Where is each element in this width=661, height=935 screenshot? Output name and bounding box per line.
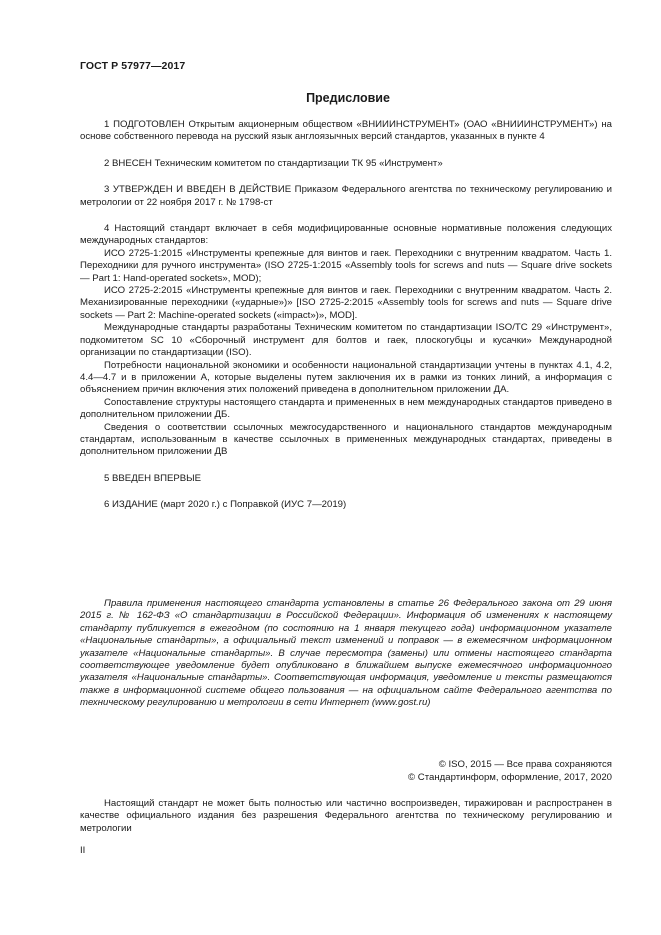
paragraph-first-introduced: 5 ВВЕДЕН ВПЕРВЫЕ: [104, 472, 202, 484]
paragraph-submitted: 2 ВНЕСЕН Техническим комитетом по стандартизации ТК 95 «Инструмент»: [104, 157, 443, 169]
copyright-standartinform: © Стандартинформ, оформление, 2017, 2020: [408, 772, 612, 783]
paragraph-iso-2725-1: ИСО 2725-1:2015 «Инструменты крепежные для винтов и гаек. Переходники с внутренним квадратом. Часть 1. Переходники для ручного инструмента» (ISO 2725-1:2015 «Assembly tools for screws and nuts — Square drive sockets — Part 1: Hand-operated sockets», MOD);: [80, 247, 612, 284]
paragraph-prepared: 1 ПОДГОТОВЛЕН Открытым акционерным обществом «ВНИИИНСТРУМЕНТ» (ОАО «ВНИИИНСТРУМЕНТ») на основе собственного перевода на русский язык англоязычных версий стандартов, указанных в пункте 4: [80, 119, 612, 143]
page-title: Предисловие: [306, 91, 390, 105]
paragraph-national-needs: Потребности национальной экономики и особенности национальной стандартизации учтены в пунктах 4.1, 4.2, 4.4—4.7 и в приложении А, которые выделены путем заключения их в рамки из тонких линий, а информация с объяснением причин включения этих положений приведена в дополнительном приложении ДА.: [80, 359, 612, 396]
copyright-block: [408, 758, 612, 784]
application-rules-notice: Правила применения настоящего стандарта установлены в статье 26 Федерального закона от 29 июня 2015 г. № 162-ФЗ «О стандартизации в Российской Федерации». Информация об изменениях к настоящему стандарту публикуется в ежегодном (по состоянию на 1 января текущего года) информационном указателе «Национальные стандарты», а официальный текст изменений и поправок — в ежемесячном информационном указателе «Национальные стандарты». В случае пересмотра (замены) или отмены настоящего стандарта соответствующее уведомление будет опубликовано в ближайшем выпуске ежемесячного информационного указателя «Национальные стандарты». Соответствующая информация, уведомление и тексты размещаются также в информационной системе общего пользования — на официальном сайте Федерального агентства по техническому регулированию и метрологии в сети Интернет (www.gost.ru): [80, 598, 612, 709]
paragraph-approved: 3 УТВЕРЖДЕН И ВВЕДЕН В ДЕЙСТВИЕ Приказом Федерального агентства по техническому регулированию и метрологии от 22 ноября 2017 г. № 1798-ст: [80, 184, 612, 208]
paragraph-reference-standards: Сведения о соответствии ссылочных межгосударственного и национального стандартов международным стандартам, использованным в качестве ссылочных в примененных международных стандартах, приведены в дополнительном приложении ДВ: [80, 421, 612, 458]
paragraph-edition: 6 ИЗДАНИЕ (март 2020 г.) с Поправкой (ИУС 7—2019): [104, 499, 347, 511]
paragraph-iso-2725-2: ИСО 2725-2:2015 «Инструменты крепежные для винтов и гаек. Переходники с внутренним квадратом. Часть 2. Механизированные переходники («ударные»)» [ISO 2725-2:2015 «Assembly tools for screws and nuts — Square drive sockets — Part 2: Machine-operated sockets («impact»)», MOD].: [80, 285, 612, 321]
foreword-body: [80, 119, 612, 512]
standard-code: ГОСТ Р 57977—2017: [80, 60, 186, 72]
copyright-iso: © ISO, 2015 — Все права сохраняются: [438, 759, 612, 770]
paragraph-iso-tc29: Международные стандарты разработаны Техническим комитетом по стандартизации ISO/TC 29 «Инструмент», подкомитетом SC 10 «Сборочный инструмент для болтов и гаек, плоскогубцы и кусачки» Международной организации по стандартизации (ISO).: [80, 322, 612, 359]
reproduction-notice: Настоящий стандарт не может быть полностью или частично воспроизведен, тиражирован и распространен в качестве официального издания без разрешения Федерального агентства по техническому регулированию и метрологии: [80, 798, 612, 834]
page-number: II: [80, 845, 86, 856]
paragraph-includes: 4 Настоящий стандарт включает в себя модифицированные основные нормативные положения следующих международных стандартов:: [80, 223, 612, 247]
paragraph-structure-comparison: Сопоставление структуры настоящего стандарта и примененных в нем международных стандартов приведено в дополнительном приложении ДБ.: [80, 396, 612, 421]
